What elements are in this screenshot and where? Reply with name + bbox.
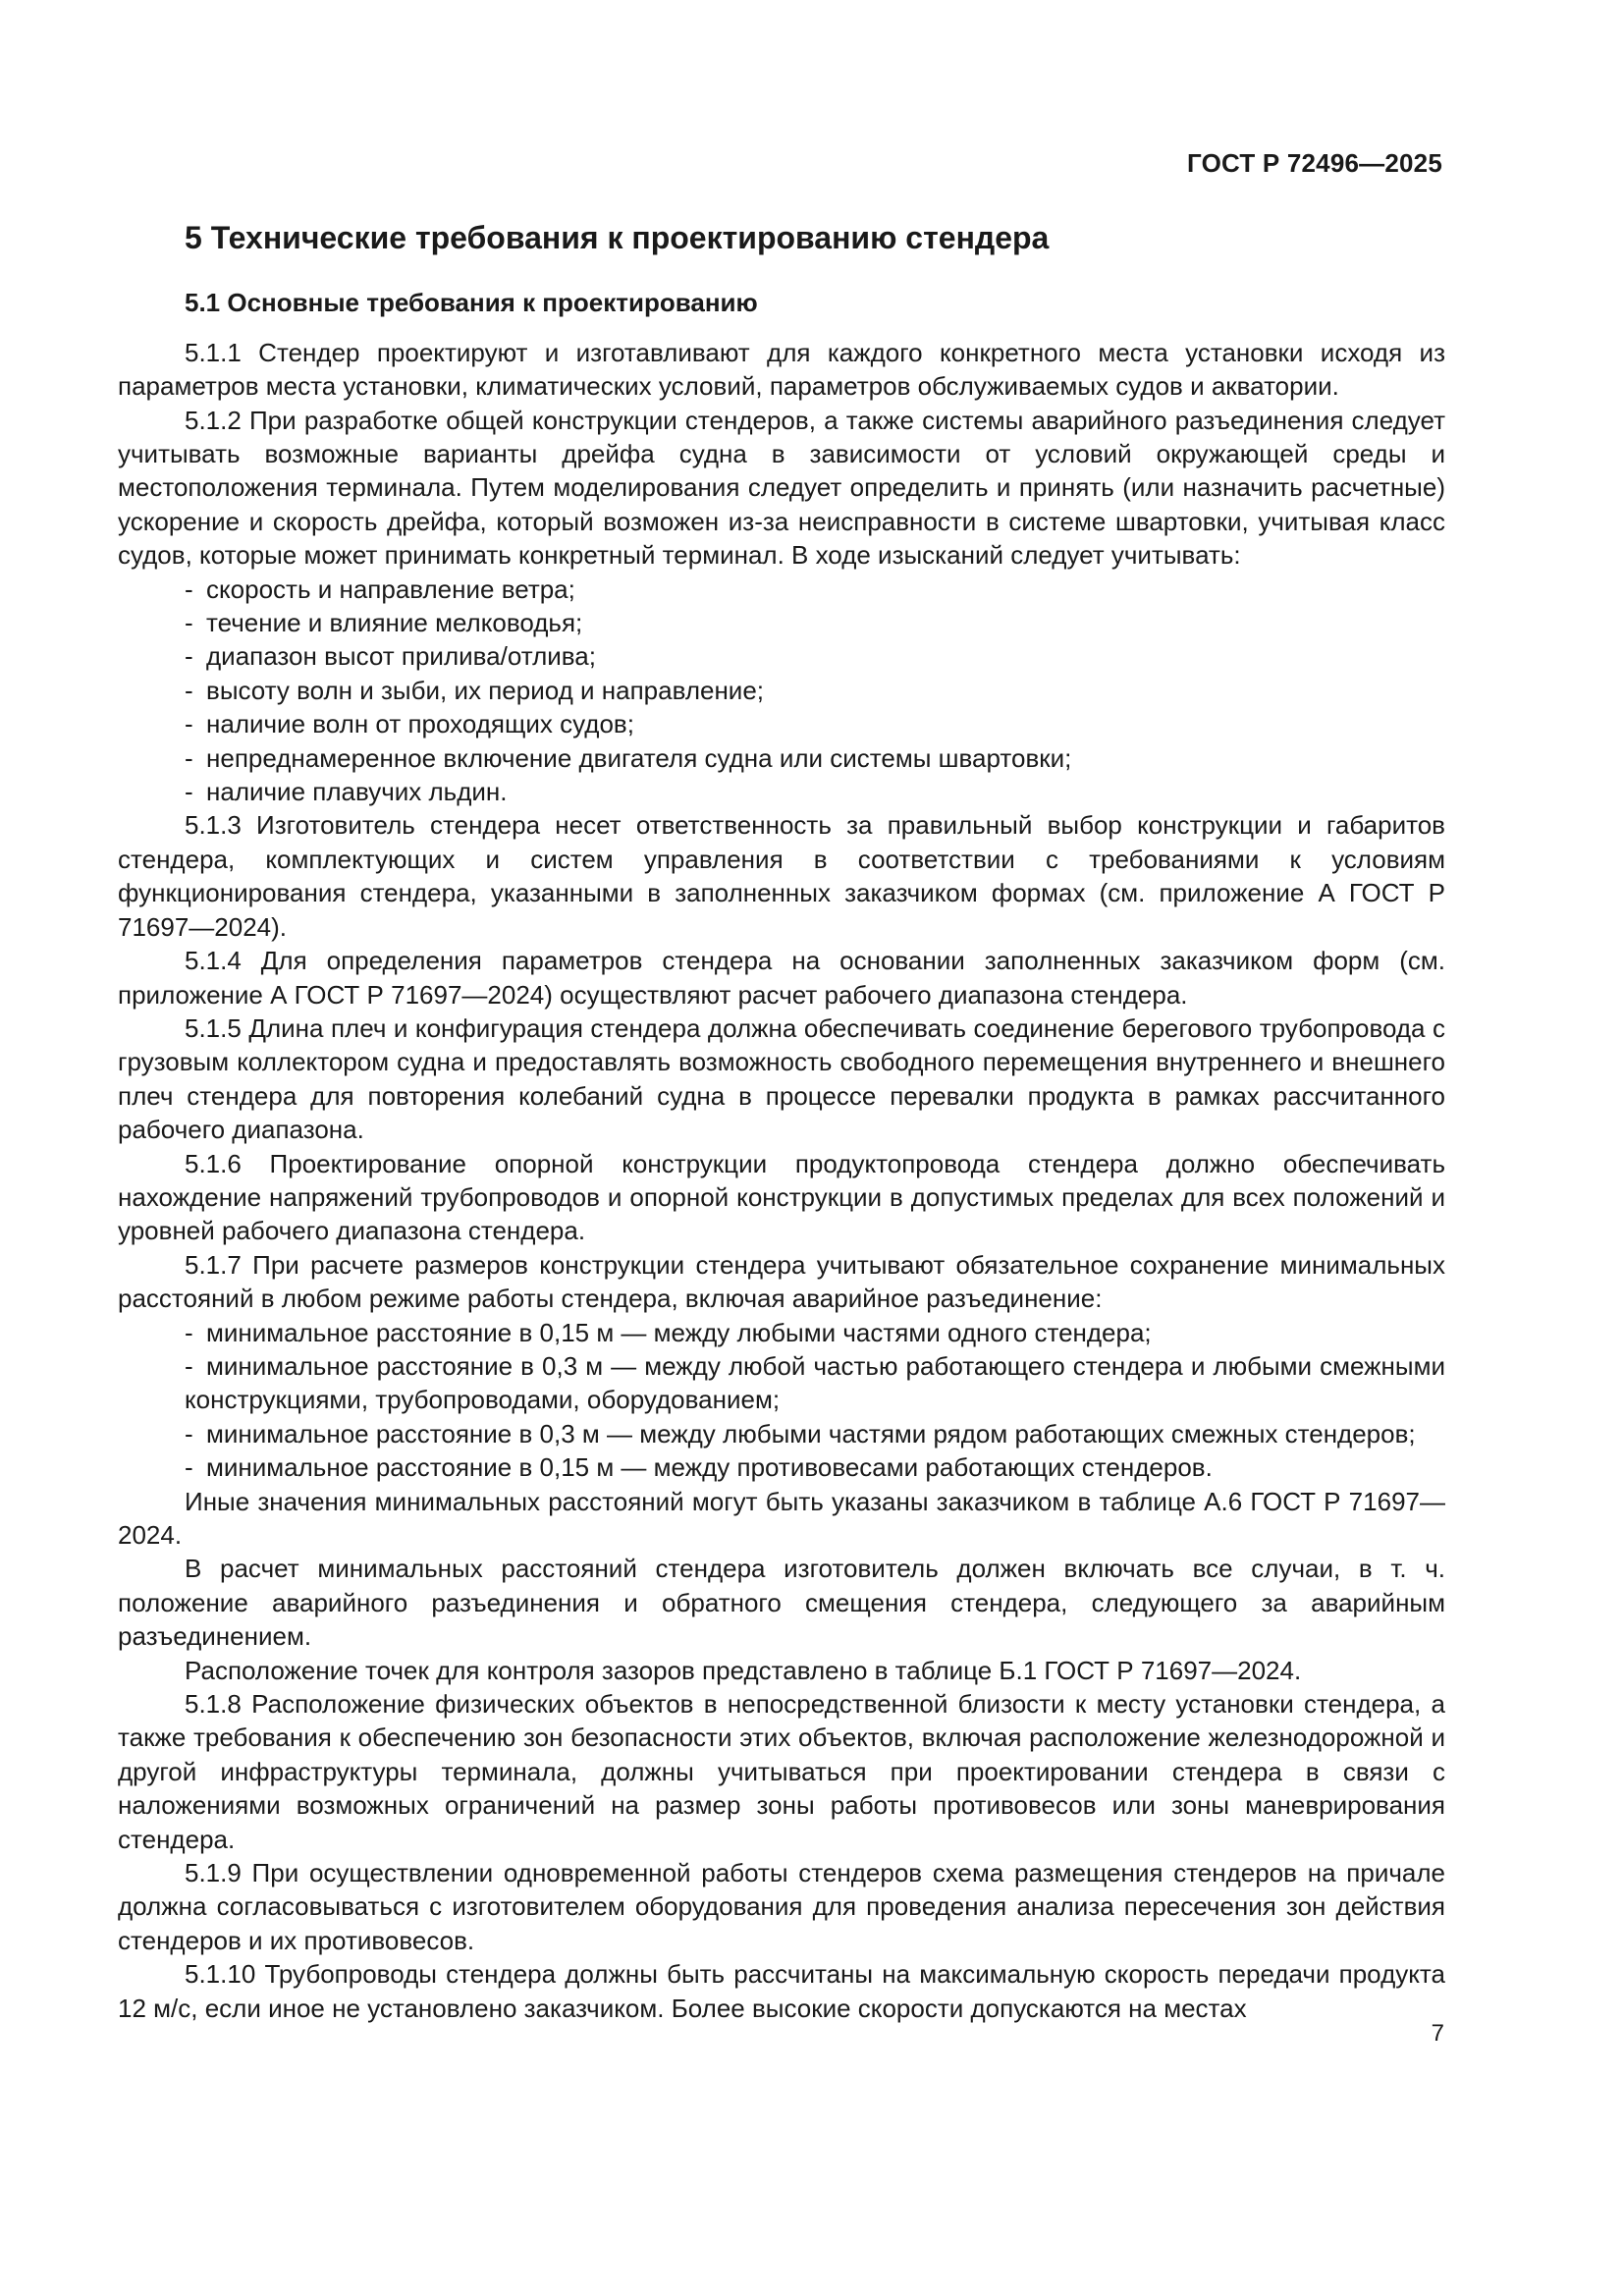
paragraph-5-1-9: 5.1.9 При осуществлении одновременной работы стендеров схема размещения стендеров на причале должна согласовываться с изготовителем оборудования для проведения анализа пересечения зон действия стендеров и их противовесов. bbox=[118, 1858, 1445, 1955]
list-item: - наличие плавучих льдин. bbox=[185, 777, 508, 807]
subsection-title: 5.1 Основные требования к проектированию bbox=[185, 288, 758, 317]
paragraph-5-1-8: 5.1.8 Расположение физических объектов в непосредственной близости к месту установки стендера, а также требования к обеспечению зон безопасности этих объектов, включая расположение железнодорожной и другой инфраструктуры терминала, должны учитываться при проектировании стендера в связи с наложениями возможных ограничений на размер зоны работы противовесов или зоны маневрирования стендера. bbox=[118, 1689, 1445, 1854]
paragraph-5-1-3: 5.1.3 Изготовитель стендера несет ответственность за правильный выбор конструкции и габаритов стендера, комплектующих и систем управления в соответствии с требованиями к условиям функционирования стендера, указанными в заполненных заказчиком формах (см. приложение А ГОСТ Р 71697—2024). bbox=[118, 810, 1445, 942]
section-title: 5 Технические требования к проектированию стендера bbox=[185, 220, 1050, 255]
document-code: ГОСТ Р 72496—2025 bbox=[1187, 148, 1442, 178]
list-item: - минимальное расстояние в 0,15 м — между противовесами работающих стендеров. bbox=[185, 1452, 1213, 1483]
list-min-distances bbox=[118, 1316, 1445, 1485]
list-item: - непреднамеренное включение двигателя судна или системы швартовки; bbox=[185, 742, 1072, 773]
list-item: - минимальное расстояние в 0,3 м — между любыми частями рядом работающих смежных стендеров; bbox=[185, 1418, 1416, 1449]
list-item: - диапазон высот прилива/отлива; bbox=[185, 641, 596, 672]
list-item: - скорость и направление ветра; bbox=[185, 574, 575, 604]
paragraph-5-1-7-other-values: Иные значения минимальных расстояний могут быть указаны заказчиком в таблице А.6 ГОСТ Р 71697—2024. bbox=[118, 1486, 1445, 1551]
paragraph-5-1-10: 5.1.10 Трубопроводы стендера должны быть рассчитаны на максимальную скорость передачи продукта 12 м/с, если иное не установлено заказчиком. Более высокие скорости допускаются на местах bbox=[118, 1959, 1445, 2023]
paragraph-5-1-1: 5.1.1 Стендер проектируют и изготавливают для каждого конкретного места установки исходя из параметров места установки, климатических условий, параметров обслуживаемых судов и акватории. bbox=[118, 337, 1445, 402]
list-item: - минимальное расстояние в 0,3 м — между любой частью работающего стендера и любыми смежными конструкциями, трубопроводами, оборудованием; bbox=[185, 1350, 1445, 1415]
list-drift-factors bbox=[118, 573, 1445, 809]
list-item: - высоту волн и зыби, их период и направление; bbox=[185, 675, 765, 705]
paragraph-5-1-4: 5.1.4 Для определения параметров стендера на основании заполненных заказчиком форм (см. приложение А ГОСТ Р 71697—2024) осуществляют расчет рабочего диапазона стендера. bbox=[118, 946, 1445, 1010]
page-number: 7 bbox=[1431, 2020, 1444, 2047]
paragraph-5-1-7: 5.1.7 При расчете размеров конструкции стендера учитывают обязательное сохранение минимальных расстояний в любом режиме работы стендера, включая аварийное разъединение: bbox=[118, 1249, 1445, 1314]
list-item: - наличие волн от проходящих судов; bbox=[185, 709, 634, 739]
page-content bbox=[118, 218, 1445, 2025]
paragraph-5-1-6: 5.1.6 Проектирование опорной конструкции продуктопровода стендера должно обеспечивать нахождение напряжений трубопроводов и опорной конструкции в допустимых пределах для всех положений и уровней рабочего диапазона стендера. bbox=[118, 1148, 1445, 1246]
paragraph-5-1-2: 5.1.2 При разработке общей конструкции стендеров, а также системы аварийного разъединения следует учитывать возможные варианты дрейфа судна в зависимости от условий окружающей среды и местоположения терминала. Путем моделирования следует определить и принять (или назначить расчетные) ускорение и скорость дрейфа, который возможен из-за неисправности в системе швартовки, учитывая класс судов, которые может принимать конкретный терминал. В ходе изысканий следует учитывать: bbox=[118, 405, 1445, 571]
paragraph-5-1-5: 5.1.5 Длина плеч и конфигурация стендера должна обеспечивать соединение берегового трубопровода с грузовым коллектором судна и предоставлять возможность свободного перемещения внутреннего и внешнего плеч стендера для повторения колебаний судна в процессе перевалки продукта в рамках рассчитанного рабочего диапазона. bbox=[118, 1012, 1445, 1145]
list-item: - течение и влияние мелководья; bbox=[185, 608, 583, 638]
paragraph-5-1-7-control-points: Расположение точек для контроля зазоров представлено в таблице Б.1 ГОСТ Р 71697—2024. bbox=[185, 1655, 1302, 1685]
list-item: - минимальное расстояние в 0,15 м — между любыми частями одного стендера; bbox=[185, 1317, 1152, 1347]
paragraph-5-1-7-calculation: В расчет минимальных расстояний стендера изготовитель должен включать все случаи, в т. ч. положение аварийного разъединения и обратного смещения стендера, следующего за аварийным разъединением. bbox=[118, 1554, 1445, 1652]
